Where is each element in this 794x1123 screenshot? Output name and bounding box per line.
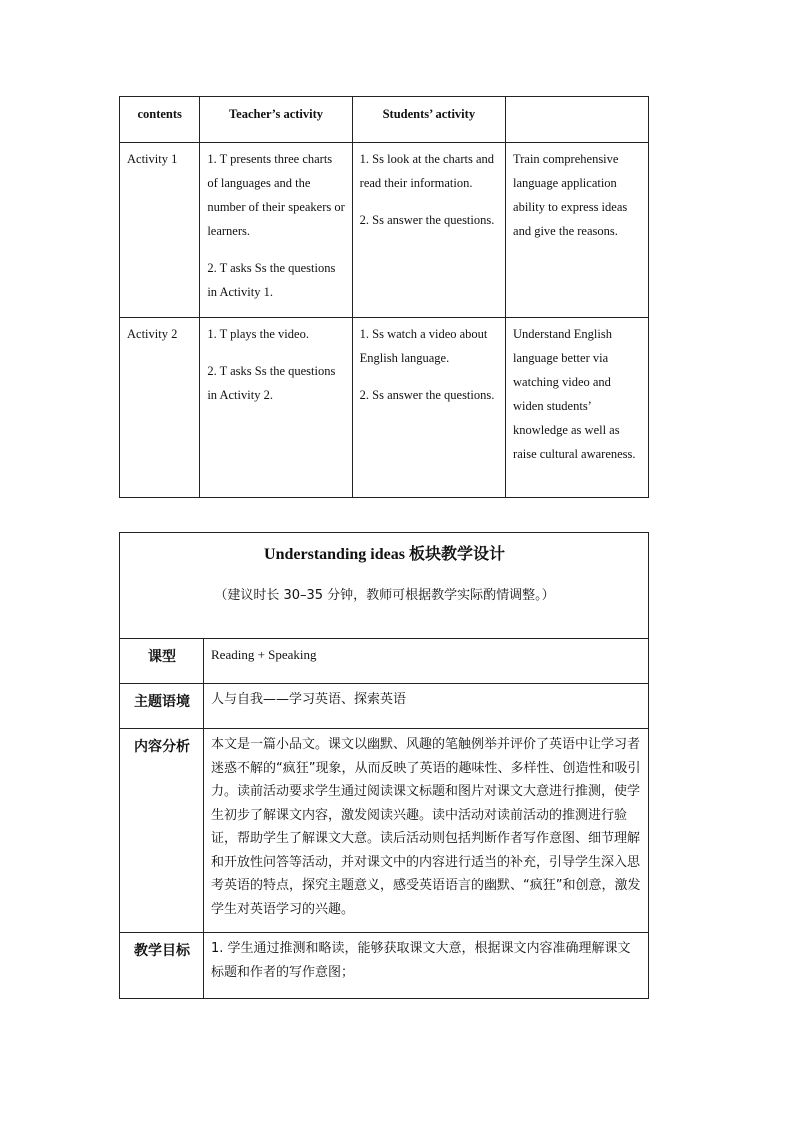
theme-context-value: 人与自我——学习英语、探索英语 xyxy=(204,684,649,729)
activity-table xyxy=(119,96,649,498)
teaching-goal-label: 教学目标 xyxy=(120,933,204,999)
teacher-step: 2. T asks Ss the questions in Activity 2. xyxy=(207,364,336,402)
students-activity-cell xyxy=(352,318,505,498)
table-row xyxy=(120,933,649,999)
purpose-cell: Train comprehensive language application ability to express ideas and give the reasons. xyxy=(506,143,649,318)
section-title: Understanding ideas 板块教学设计 xyxy=(264,546,505,563)
students-step: 1. Ss look at the charts and read their information. xyxy=(359,152,495,190)
teaching-goal-value: 1. 学生通过推测和略读，能够获取课文大意，根据课文内容准确理解课文标题和作者的写作意图； xyxy=(204,933,649,999)
activity-name: Activity 2 xyxy=(120,318,200,498)
students-step: 2. Ss answer the questions. xyxy=(359,388,495,402)
table-row xyxy=(120,143,649,318)
section-subtitle: （建议时长 30–35 分钟，教师可根据教学实际酌情调整。） xyxy=(214,588,555,603)
content-analysis-label: 内容分析 xyxy=(120,729,204,933)
teacher-step: 1. T presents three charts of languages and the number of their speakers or learners. xyxy=(207,152,345,238)
table-row xyxy=(120,684,649,729)
teacher-step: 2. T asks Ss the questions in Activity 1. xyxy=(207,261,336,299)
teacher-activity-cell xyxy=(200,143,352,318)
title-cell xyxy=(120,533,649,639)
students-step: 2. Ss answer the questions. xyxy=(359,213,495,227)
table-row xyxy=(120,729,649,933)
table-row xyxy=(120,639,649,684)
teacher-activity-cell xyxy=(200,318,352,498)
header-students-activity: Students’ activity xyxy=(352,97,505,143)
purpose-cell: Understand English language better via watching video and widen students’ knowledge as well as raise cultural awareness. xyxy=(506,318,649,498)
teacher-step: 1. T plays the video. xyxy=(207,327,309,341)
students-activity-cell xyxy=(352,143,505,318)
table-header-row xyxy=(120,97,649,143)
header-purpose xyxy=(506,97,649,143)
theme-context-label: 主题语境 xyxy=(120,684,204,729)
content-analysis-value: 本文是一篇小品文。课文以幽默、风趣的笔触例举并评价了英语中让学习者迷惑不解的“疯狂”现象，从而反映了英语的趣味性、多样性、创造性和吸引力。读前活动要求学生通过阅读课文标题和图片对课文大意进行推测，使学生初步了解课文内容，激发阅读兴趣。读中活动对读前活动的推测进行验证，帮助学生了解课文大意。读后活动则包括判断作者写作意图、细节理解和开放性问答等活动，并对课文中的内容进行适当的补充，引导学生深入思考英语的特点，探究主题意义，感受英语语言的幽默、“疯狂”和创意，激发学生对英语学习的兴趣。 xyxy=(204,729,649,933)
lesson-type-value: Reading + Speaking xyxy=(204,639,649,684)
activity-name: Activity 1 xyxy=(120,143,200,318)
header-contents: contents xyxy=(120,97,200,143)
title-row xyxy=(120,533,649,639)
header-teacher-activity: Teacher’s activity xyxy=(200,97,352,143)
table-row xyxy=(120,318,649,498)
lesson-type-label: 课型 xyxy=(120,639,204,684)
lesson-design-table xyxy=(119,532,649,999)
students-step: 1. Ss watch a video about English language. xyxy=(359,327,488,365)
